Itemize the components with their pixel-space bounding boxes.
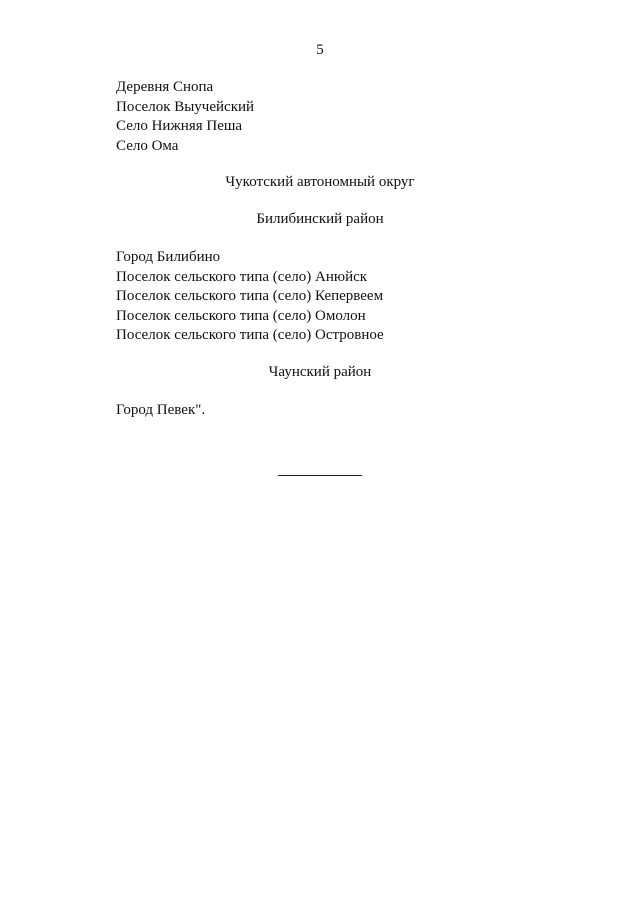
end-divider-line bbox=[278, 475, 362, 476]
list-item: Поселок Выучейский bbox=[116, 98, 255, 115]
settlement-list-bilibino bbox=[116, 248, 384, 346]
list-item: Поселок сельского типа (село) Анюйск bbox=[116, 268, 368, 285]
list-item: Поселок сельского типа (село) Омолон bbox=[116, 307, 366, 324]
list-item: Поселок сельского типа (село) Островное bbox=[116, 327, 384, 343]
settlement-list-top bbox=[116, 78, 254, 156]
list-item: Село Нижняя Пеша bbox=[116, 118, 243, 134]
section-heading-okrug: Чукотский автономный округ bbox=[225, 174, 415, 190]
page-number: 5 bbox=[316, 42, 324, 58]
section-heading-chaun-district: Чаунский район bbox=[268, 364, 372, 380]
list-item: Город Певек". bbox=[116, 402, 206, 418]
list-item: Деревня Снопа bbox=[116, 79, 214, 95]
settlement-list-chaun bbox=[116, 401, 205, 421]
list-item: Село Ома bbox=[116, 137, 179, 154]
list-item: Поселок сельского типа (село) Кепервеем bbox=[116, 288, 384, 304]
list-item: Город Билибино bbox=[116, 249, 221, 265]
section-heading-bilibino-district: Билибинский район bbox=[256, 211, 384, 227]
